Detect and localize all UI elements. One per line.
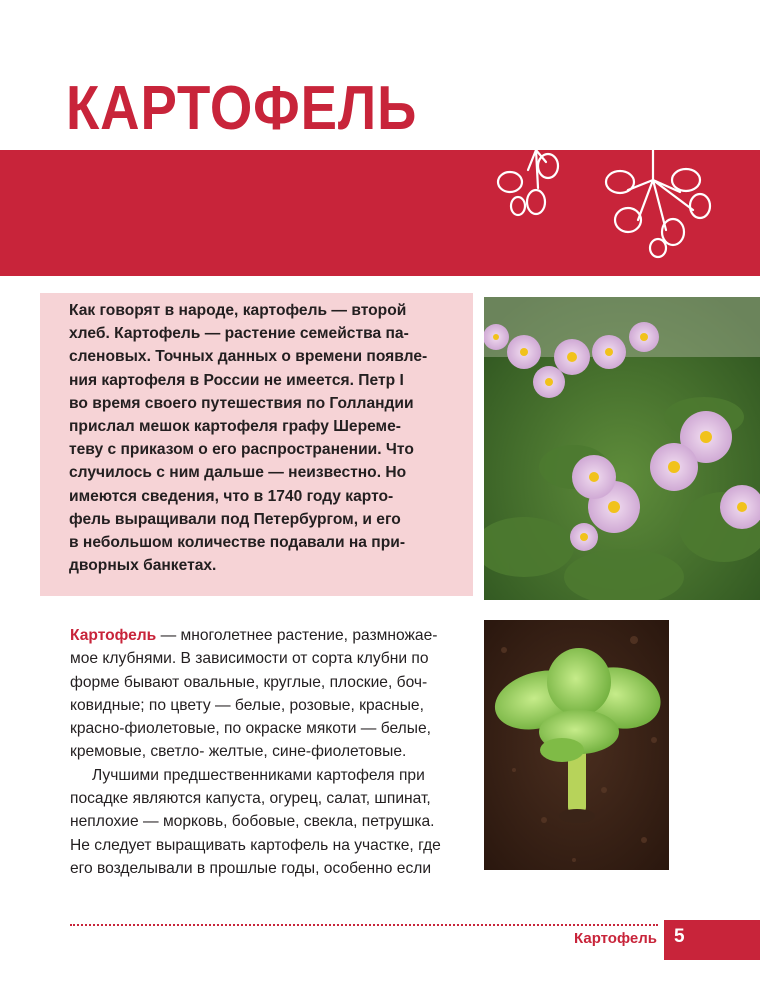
body-line: неплохие — морковь, бобовые, свекла, петрушка.: [70, 813, 435, 831]
intro-line: в небольшом количестве подавали на при-: [69, 534, 406, 552]
intro-line: во время своего путешествия по Голландии: [69, 394, 414, 412]
body-line: форме бывают овальные, круглые, плоские, боч-: [70, 673, 428, 691]
body-line: Не следует выращивать картофель на участке, где: [70, 836, 441, 854]
intro-line: дворных банкетах.: [69, 557, 217, 575]
footer-divider: [70, 924, 658, 926]
intro-line: случилось с ним дальше — неизвестно. Но: [69, 464, 407, 482]
body-line: посадке являются капуста, огурец, салат, шпинат,: [70, 790, 431, 808]
body-line: красно-фиолетовые, по окраске мякоти — белые,: [70, 720, 431, 738]
potato-sprout-photo: [484, 620, 669, 870]
intro-line: теву с приказом о его распространении. Что: [69, 441, 414, 459]
body-line: кремовые, светло- желтые, сине-фиолетовые.: [70, 743, 407, 761]
lead-word: Картофель: [70, 627, 157, 644]
intro-line: прислал мешок картофеля графу Шереме-: [69, 418, 401, 436]
page-title: КАРТОФЕЛЬ: [66, 74, 418, 143]
body-line: Лучшими предшественниками картофеля при: [92, 766, 425, 784]
body-line: мое клубнями. В зависимости от сорта клубни по: [70, 650, 429, 668]
body-first-line: [70, 624, 465, 647]
intro-line: ния картофеля в России не имеется. Петр I: [69, 371, 404, 389]
intro-line: фель выращивали под Петербургом, и его: [69, 510, 401, 528]
body-line: ковидные; по цвету — белые, розовые, красные,: [70, 696, 424, 714]
intro-line: Как говорят в народе, картофель — второй: [69, 302, 407, 319]
body-text: [70, 624, 465, 880]
intro-line: сленовых. Точных данных о времени появле-: [69, 348, 428, 366]
potato-flowers-photo: [484, 297, 760, 600]
body-line: его возделывали в прошлые годы, особенно если: [70, 859, 432, 877]
intro-line: хлеб. Картофель — растение семейства па-: [69, 325, 409, 343]
potato-plant-illustration: [488, 30, 738, 260]
intro-text: [69, 299, 449, 577]
body-first-line-rest: — многолетнее растение, размножае-: [156, 627, 438, 644]
running-footer: Картофель: [574, 930, 657, 947]
intro-line: имеются сведения, что в 1740 году карто-: [69, 487, 394, 505]
page-number: 5: [674, 926, 685, 947]
